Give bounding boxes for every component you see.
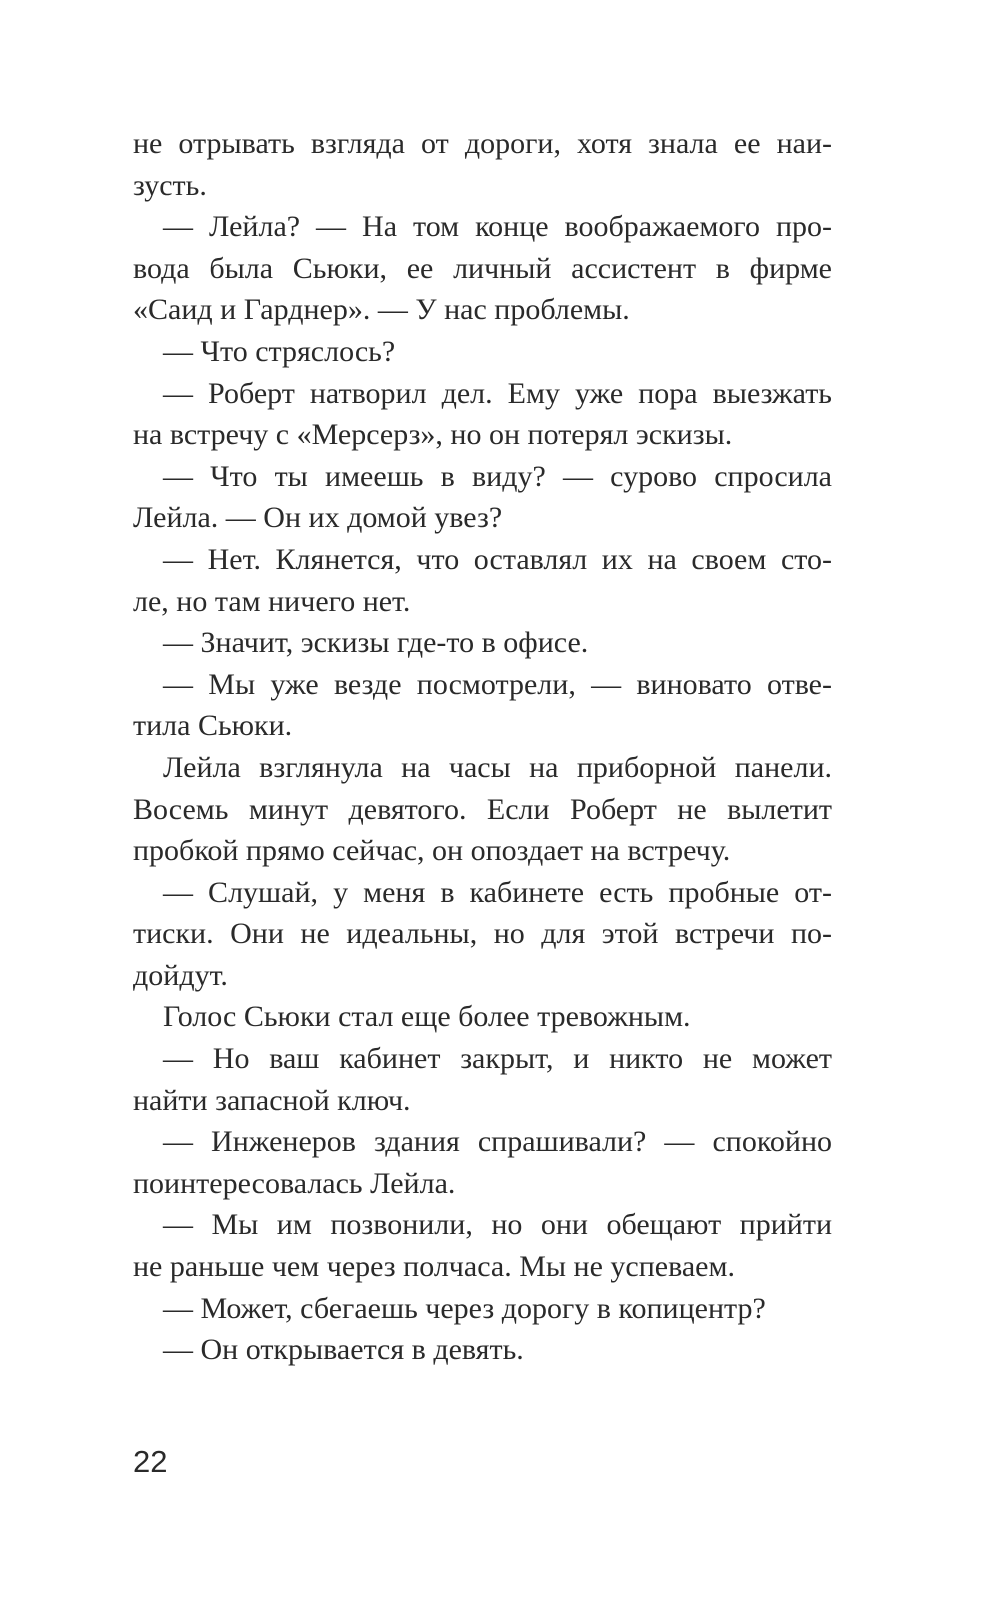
text-line: Восемь минут девятого. Если Роберт не вылетит: [133, 792, 832, 826]
text-line: — Что ты имеешь в виду? — сурово спросила: [163, 459, 832, 493]
text-line: Голос Сьюки стал еще более тревожным.: [163, 1000, 691, 1034]
text-line: — Нет. Клянется, что оставлял их на своем сто-: [163, 542, 832, 576]
text-line: вода была Сьюки, ее личный ассистент в фирме: [133, 251, 832, 285]
text-line: — Слушай, у меня в кабинете есть пробные от-: [163, 875, 832, 909]
text-line: — Но ваш кабинет закрыт, и никто не может: [163, 1042, 832, 1076]
text-line: — Роберт натворил дел. Ему уже пора выезжать: [163, 376, 832, 410]
text-line: не раньше чем через полчаса. Мы не успеваем.: [133, 1250, 735, 1284]
text-line: не отрывать взгляда от дороги, хотя знала ее наи-: [133, 127, 832, 160]
text-line: — Лейла? — На том конце воображаемого про-: [163, 210, 832, 244]
text-line: зусть.: [133, 168, 207, 202]
text-line: — Мы уже везде посмотрели, — виновато отве-: [163, 667, 832, 701]
text-line: — Инженеров здания спрашивали? — спокойно: [163, 1125, 832, 1159]
body-text: [133, 123, 832, 1371]
text-line: на встречу с «Мерсерз», но он потерял эскизы.: [133, 418, 733, 452]
text-line: — Что стряслось?: [163, 334, 396, 368]
text-line: — Он открывается в девять.: [163, 1333, 524, 1367]
text-line: — Значит, эскизы где-то в офисе.: [163, 626, 589, 660]
text-line: Лейла. — Он их домой увез?: [133, 501, 503, 535]
text-line: поинтересовалась Лейла.: [133, 1166, 456, 1200]
text-line: — Может, сбегаешь через дорогу в копицентр?: [163, 1291, 766, 1325]
text-line: Лейла взглянула на часы на приборной панели.: [163, 750, 832, 784]
text-line: дойдут.: [133, 958, 228, 992]
text-line: пробкой прямо сейчас, он опоздает на встречу.: [133, 834, 731, 868]
text-line: найти запасной ключ.: [133, 1083, 411, 1117]
text-line: тиски. Они не идеальны, но для этой встречи по-: [133, 917, 832, 951]
page-number: 22: [133, 1444, 168, 1479]
text-line: ле, но там ничего нет.: [133, 584, 411, 618]
text-line: «Саид и Гарднер». — У нас проблемы.: [133, 293, 630, 327]
text-line: тила Сьюки.: [133, 709, 293, 743]
text-line: — Мы им позвонили, но они обещают прийти: [163, 1208, 832, 1242]
